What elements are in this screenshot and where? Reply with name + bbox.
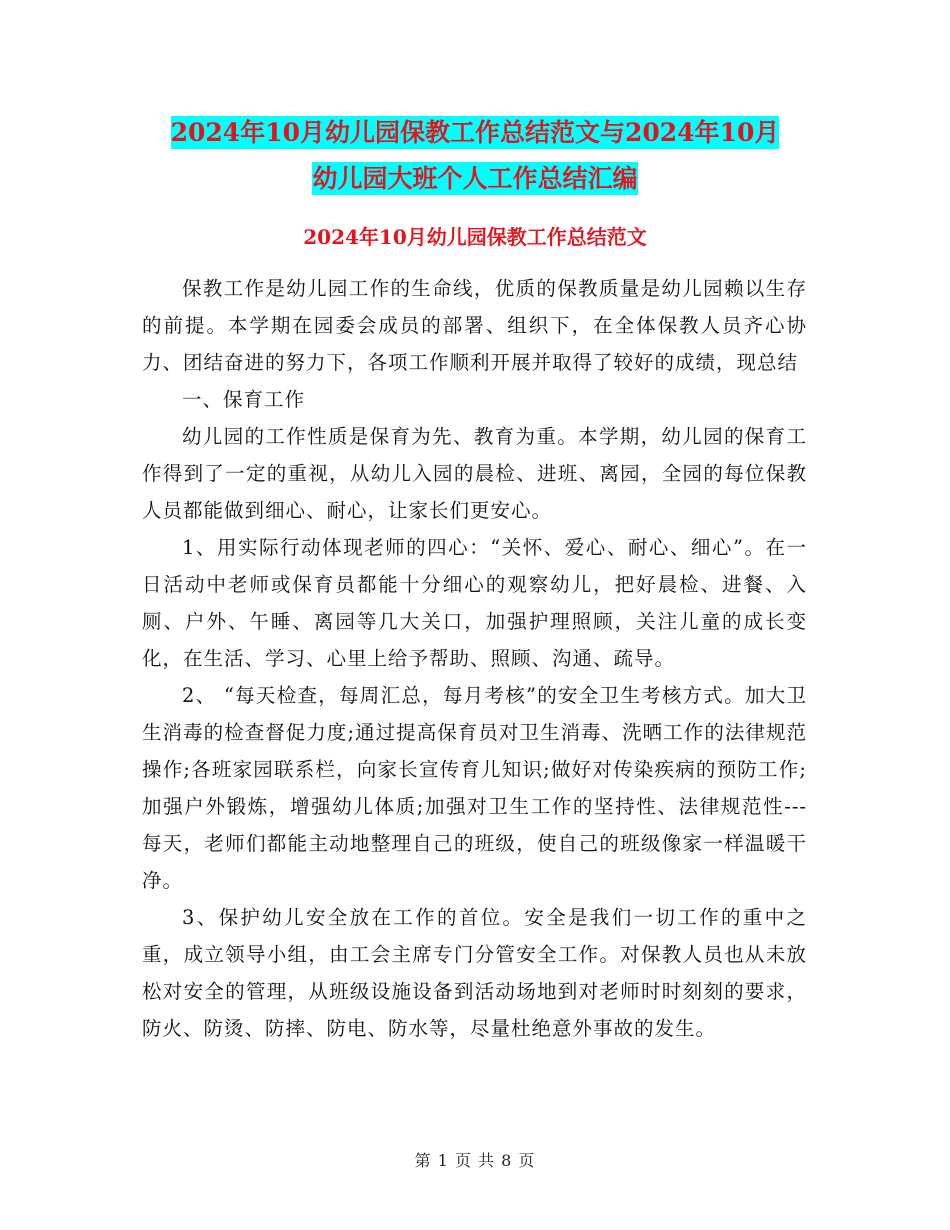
section-title: 2024年10月幼儿园保教工作总结范文 (303, 225, 647, 249)
paragraph-item-3: 3、保护幼儿安全放在工作的首位。安全是我们一切工作的重中之重，成立领导小组，由工会主席专门分管安全工作。对保教人员也从未放松对安全的管理，从班级设施设备到活动场地到对老师时时刻刻的要求，防火、防烫、防摔、防电、防水等，尽量杜绝意外事故的发生。 (142, 906, 807, 1040)
document-title-line-2: 幼儿园大班个人工作总结汇编 (312, 164, 638, 193)
heading-childcare: 一、保育工作 (182, 388, 306, 411)
paragraph-intro: 保教工作是幼儿园工作的生命线，优质的保教质量是幼儿园赖以生存的前提。本学期在园委会成员的部署、组织下，在全体保教人员齐心协力、团结奋进的努力下，各项工作顺利开展并取得了较好的成绩，现总结 (142, 277, 807, 374)
document-body (142, 270, 807, 1047)
paragraph-childcare-nature: 幼儿园的工作性质是保育为先、教育为重。本学期，幼儿园的保育工作得到了一定的重视，从幼儿入园的晨检、进班、离园，全园的每位保教人员都能做到细心、耐心，让家长们更安心。 (142, 425, 807, 522)
document-title-line-1: 2024年10月幼儿园保教工作总结范文与2024年10月 (170, 118, 780, 147)
page-footer: 第 1 页 共 8 页 (414, 1151, 536, 1170)
paragraph-item-2: 2、 “每天检查，每周汇总，每月考核”的安全卫生考核方式。加大卫生消毒的检查督促力度;通过提高保育员对卫生消毒、洗晒工作的法律规范操作;各班家园联系栏，向家长宣传育儿知识;做好对传染疾病的预防工作;加强户外锻炼，增强幼儿体质;加强对卫生工作的坚持性、法律规范性---每天，老师们都能主动地整理自己的班级，使自己的班级像家一样温暖干净。 (142, 684, 807, 892)
paragraph-item-1: 1、用实际行动体现老师的四心：“关怀、爱心、耐心、细心”。在一日活动中老师或保育员都能十分细心的观察幼儿，把好晨检、进餐、入厕、户外、午睡、离园等几大关口，加强护理照顾，关注儿童的成长变化，在生活、学习、心里上给予帮助、照顾、沟通、疏导。 (142, 536, 807, 670)
document-title (120, 110, 830, 202)
